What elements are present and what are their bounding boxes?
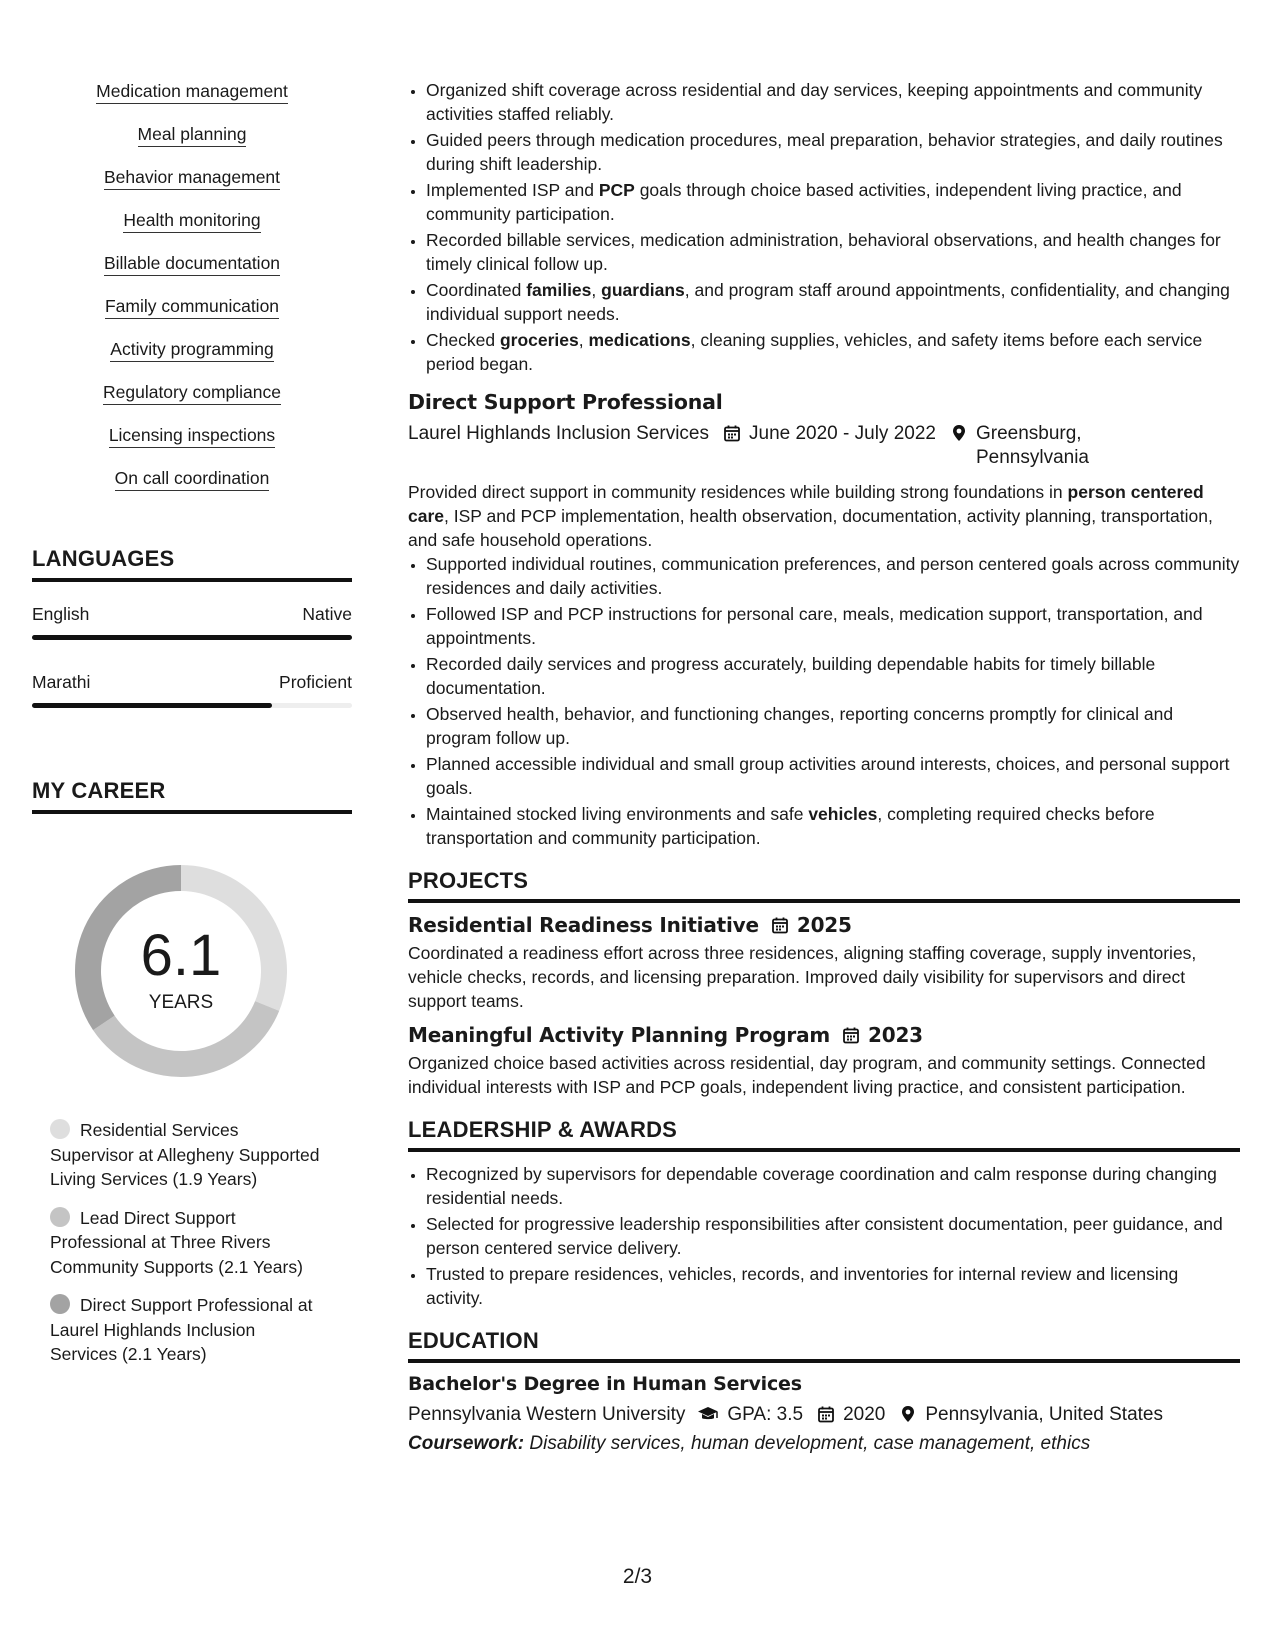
education-gpa: GPA: 3.5	[727, 1404, 804, 1425]
job-bullet: • Followed ISP and PCP instructions for personal care, meals, medication support, transportation, and appointments.	[426, 602, 1240, 650]
language-proficiency-bar	[32, 703, 352, 708]
skill-item: Activity programming	[110, 338, 273, 362]
job-bullet: • Recorded daily services and progress accurately, building dependable habits for timely billable documentation.	[426, 652, 1240, 700]
job-bullets	[408, 552, 1240, 850]
education-heading: EDUCATION	[408, 1328, 1240, 1363]
project-item	[408, 913, 1240, 1013]
legend-dot-icon	[50, 1119, 70, 1139]
skill-item: Regulatory compliance	[103, 381, 281, 405]
education-school: Pennsylvania Western University	[408, 1404, 686, 1425]
job-summary: Provided direct support in community residences while building strong foundations in person centered care, ISP and PCP implementation, health observation, documentation, activity planning, transportation, and safe household operations.	[408, 482, 1213, 550]
projects-heading: PROJECTS	[408, 868, 1240, 903]
location-pin-icon	[899, 1405, 917, 1423]
legend-dot-icon	[50, 1294, 70, 1314]
calendar-icon	[771, 916, 789, 934]
career-donut-chart	[66, 856, 296, 1086]
language-proficiency-fill	[32, 703, 272, 708]
language-name: English	[32, 604, 90, 624]
project-year: 2025	[796, 913, 852, 937]
job-bullet: • Planned accessible individual and small group activities around interests, choices, and personal support goals.	[426, 752, 1240, 800]
previous-job-bullet: • Organized shift coverage across residential and day services, keeping appointments and community activities staffed reliably.	[426, 78, 1240, 126]
project-description: Coordinated a readiness effort across three residences, aligning staffing coverage, supply inventories, vehicle checks, records, and licensing preparation. Improved daily visibility for supervisors and direct support teams.	[408, 943, 1197, 1011]
main-content	[408, 78, 1240, 1455]
language-row	[32, 604, 352, 625]
career-legend-item	[50, 1118, 325, 1192]
project-title-row	[408, 1023, 1240, 1047]
language-level: Proficient	[279, 672, 352, 692]
project-description: Organized choice based activities across residential, day program, and community settings. Connected individual interests with ISP and PCP goals, independent living practice, and consistent participation.	[408, 1053, 1206, 1097]
career-legend-label: Lead Direct Support Professional at Three Rivers Community Supports (2.1 Years)	[50, 1207, 303, 1277]
sidebar	[32, 80, 352, 1381]
career-legend-item	[50, 1206, 325, 1280]
previous-job-bullet: • Guided peers through medication procedures, meal preparation, behavior strategies, and daily routines during shift leadership.	[426, 128, 1240, 176]
languages-heading: LANGUAGES	[32, 546, 352, 582]
project-year: 2023	[868, 1023, 923, 1047]
career-total-years: 6.1	[140, 923, 222, 988]
page-number: 2/3	[622, 1565, 653, 1588]
language-row	[32, 672, 352, 693]
language-proficiency-bar	[32, 635, 352, 640]
project-title-row	[408, 913, 1240, 937]
language-proficiency-fill	[32, 635, 352, 640]
coursework-label: Coursework:	[408, 1433, 525, 1454]
skills-list	[32, 80, 352, 510]
calendar-icon	[817, 1405, 835, 1423]
skill-item: Behavior management	[104, 166, 280, 190]
job-dates: June 2020 - July 2022	[749, 423, 936, 444]
award-item: • Selected for progressive leadership responsibilities after consistent documentation, peer guidance, and person centered service delivery.	[426, 1212, 1240, 1260]
skill-item: Health monitoring	[123, 209, 260, 233]
awards-heading: LEADERSHIP & AWARDS	[408, 1117, 1240, 1152]
skill-item: Billable documentation	[104, 252, 280, 276]
languages-section	[32, 546, 352, 708]
awards-list	[408, 1162, 1240, 1310]
education-coursework	[408, 1433, 1240, 1455]
legend-dot-icon	[50, 1207, 70, 1227]
skill-item: On call coordination	[115, 467, 270, 491]
previous-job-bullet: • Checked groceries, medications, cleaning supplies, vehicles, and safety items before each service period began.	[426, 328, 1240, 376]
project-title: Residential Readiness Initiative	[408, 913, 759, 937]
coursework-text: Disability services, human development, case management, ethics	[529, 1433, 1091, 1454]
education-meta	[408, 1403, 1240, 1427]
graduation-cap-icon	[697, 1405, 719, 1423]
job-bullet: • Observed health, behavior, and functioning changes, reporting concerns promptly for clinical and program follow up.	[426, 702, 1240, 750]
career-legend-label: Residential Services Supervisor at Allegheny Supported Living Services (1.9 Years)	[50, 1120, 320, 1189]
skill-item: Meal planning	[138, 123, 247, 147]
award-item: • Recognized by supervisors for dependable coverage coordination and calm response during changing residential needs.	[426, 1162, 1240, 1210]
job-location: Greensburg, Pennsylvania	[975, 423, 1089, 468]
education-location: Pennsylvania, United States	[925, 1404, 1163, 1425]
language-level: Native	[302, 604, 352, 624]
location-pin-icon	[950, 424, 968, 442]
job-bullet: • Maintained stocked living environments and safe vehicles, completing required checks before transportation and community participation.	[426, 802, 1240, 850]
award-item: • Trusted to prepare residences, vehicles, records, and inventories for internal review and licensing activity.	[426, 1262, 1240, 1310]
previous-job-bullet: • Coordinated families, guardians, and program staff around appointments, confidentiality, and changing individual support needs.	[426, 278, 1240, 326]
job-meta	[408, 422, 1240, 470]
previous-job-bullets	[408, 78, 1240, 376]
skill-item: Medication management	[96, 80, 288, 104]
calendar-icon	[842, 1026, 860, 1044]
education-year: 2020	[843, 1404, 886, 1425]
career-legend-label: Direct Support Professional at Laurel Highlands Inclusion Services (2.1 Years)	[50, 1295, 313, 1364]
career-legend-item	[50, 1293, 325, 1367]
job-company: Laurel Highlands Inclusion Services	[408, 423, 709, 444]
projects-list	[408, 913, 1240, 1099]
career-section	[32, 778, 352, 1367]
career-legend	[50, 1118, 325, 1367]
skill-item: Family communication	[105, 295, 279, 319]
calendar-icon	[723, 424, 741, 442]
career-total-unit: YEARS	[148, 992, 214, 1013]
job-title: Direct Support Professional	[408, 390, 723, 414]
career-heading: MY CAREER	[32, 778, 352, 814]
language-name: Marathi	[32, 672, 91, 692]
previous-job-bullet: • Recorded billable services, medication administration, behavioral observations, and health changes for timely clinical follow up.	[426, 228, 1240, 276]
project-title: Meaningful Activity Planning Program	[408, 1023, 831, 1047]
skill-item: Licensing inspections	[109, 424, 275, 448]
job-bullet: • Supported individual routines, communication preferences, and person centered goals across community residences and daily activities.	[426, 552, 1240, 600]
previous-job-bullet: • Implemented ISP and PCP goals through choice based activities, independent living practice, and community participation.	[426, 178, 1240, 226]
project-item	[408, 1023, 1240, 1099]
education-degree: Bachelor's Degree in Human Services	[408, 1373, 802, 1395]
